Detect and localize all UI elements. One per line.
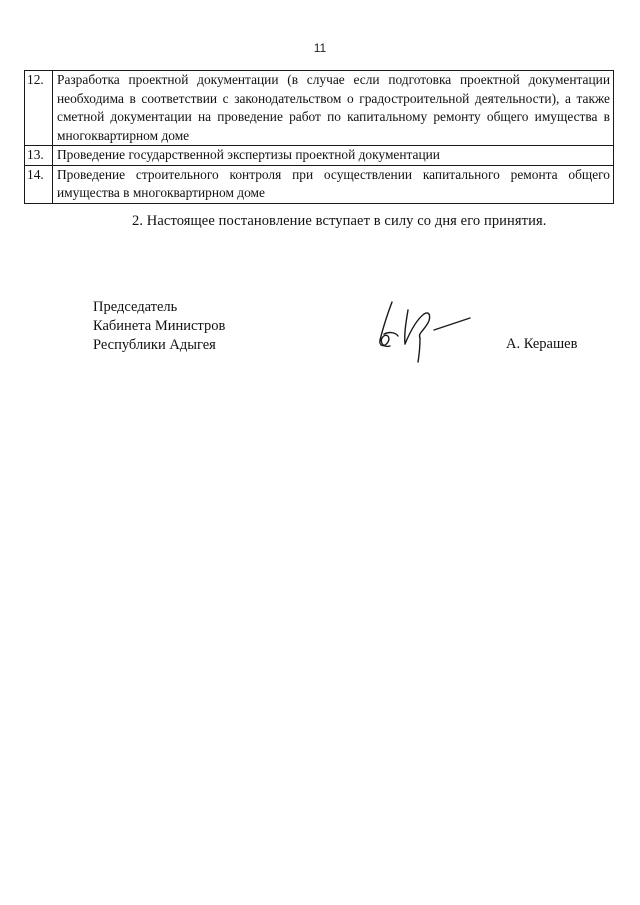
handwritten-signature <box>374 296 474 364</box>
signatory-title-line: Кабинета Министров <box>93 318 226 334</box>
row-number: 14. <box>25 165 53 203</box>
effective-date-clause: 2. Настоящее постановление вступает в силу со дня его принятия. <box>132 213 547 229</box>
row-number: 13. <box>25 146 53 166</box>
signatory-title <box>93 298 225 355</box>
row-text: Проведение государственной экспертизы проектной документации <box>53 146 614 166</box>
page-number: 11 <box>313 41 327 55</box>
works-table <box>24 70 614 204</box>
table-row <box>25 146 614 166</box>
row-number: 12. <box>25 71 53 146</box>
signatory-name: А. Керашев <box>506 336 578 352</box>
signatory-title-line: Председатель <box>93 299 178 315</box>
signatory-title-line: Республики Адыгея <box>93 337 216 353</box>
table-row <box>25 165 614 203</box>
table-row <box>25 71 614 146</box>
row-text: Проведение строительного контроля при осуществлении капитального ремонта общего имущества в многоквартирном доме <box>53 165 614 203</box>
row-text: Разработка проектной документации (в случае если подготовка проектной документации необходима в соответствии с законодательством о градостроительной деятельности), а также сметной документации на проведение работ по капитальному ремонту общего имущества в многоквартирном доме <box>53 71 614 146</box>
